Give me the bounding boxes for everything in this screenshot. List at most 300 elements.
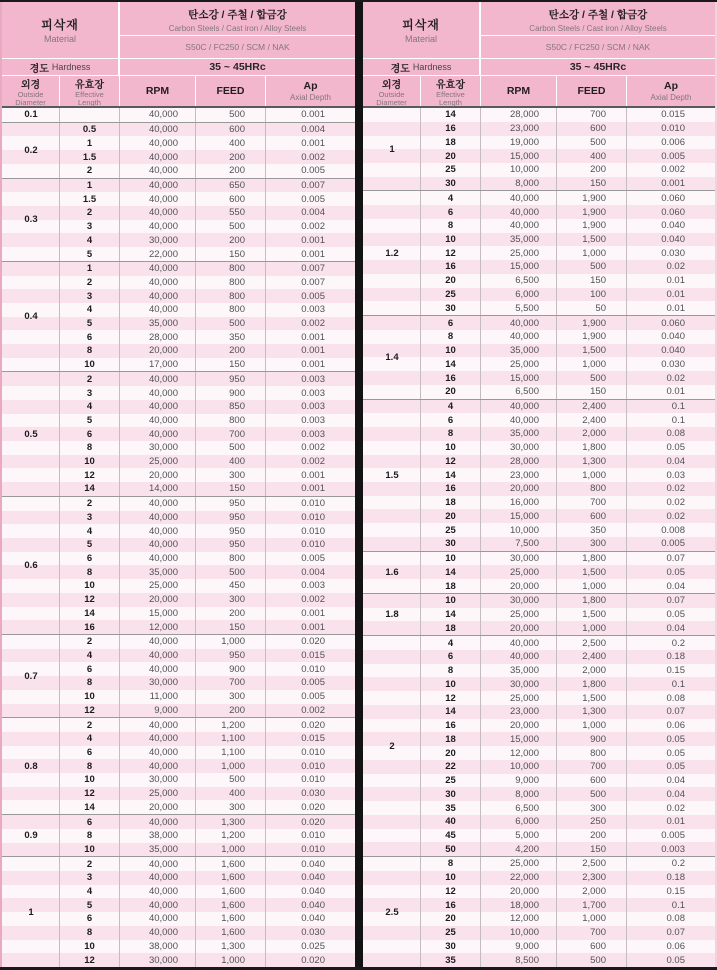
ap-cell: 0.04	[666, 788, 685, 800]
rpm-cell: 40,000	[120, 206, 196, 220]
rpm-cell: 35,000	[120, 317, 196, 331]
diameter-group	[2, 634, 355, 717]
ap-cell: 0.18	[666, 872, 685, 884]
ap-cell: 0.001	[661, 178, 685, 190]
outside-diameter-label: 1.8	[385, 609, 399, 621]
length-ko: 유효장	[436, 79, 465, 91]
feed-cell: 2,400	[557, 413, 627, 427]
ap-cell: 0.002	[301, 221, 325, 233]
ap-cell: 0.001	[301, 345, 325, 357]
ap-cell: 0.025	[301, 940, 325, 952]
rpm-cell: 10,000	[481, 163, 557, 177]
rpm-cell: 35,000	[481, 664, 557, 678]
outside-diameter-label: 1.5	[385, 469, 399, 481]
rpm-cell: 30,000	[481, 594, 557, 608]
feed-cell: 950	[196, 538, 266, 552]
feed-cell: 950	[196, 511, 266, 525]
ap-cell: 0.003	[301, 401, 325, 413]
effective-length-cell: 10	[421, 344, 481, 358]
rpm-cell: 20,000	[481, 885, 557, 899]
feed-cell: 2,500	[557, 636, 627, 650]
outside-diameter-label: 2.5	[385, 906, 399, 918]
diameter-group	[2, 856, 355, 967]
effective-length-cell: 1	[60, 262, 120, 276]
effective-length-cell: 5	[60, 317, 120, 331]
rpm-cell: 16,000	[481, 496, 557, 510]
rpm-cell: 12,000	[481, 746, 557, 760]
feed-cell: 2,300	[557, 871, 627, 885]
rpm-cell: 40,000	[481, 400, 557, 414]
material-header-row	[2, 2, 355, 58]
feed-cell: 2,400	[557, 400, 627, 414]
feed-cell: 1,200	[196, 718, 266, 732]
ap-cell: 0.01	[666, 816, 685, 828]
length-ko: 유효장	[75, 79, 104, 91]
effective-length-cell: 6	[60, 815, 120, 829]
feed-cell: 500	[557, 136, 627, 150]
rpm-cell: 6,500	[481, 274, 557, 288]
ap-cell: 0.1	[671, 400, 685, 412]
rpm-cell: 40,000	[120, 746, 196, 760]
outside-diameter-label: 2	[389, 740, 395, 752]
feed-cell: 550	[196, 206, 266, 220]
ap-cell: 0.02	[666, 497, 685, 509]
ap-cell: 0.05	[666, 733, 685, 745]
effective-length-cell: 2	[60, 857, 120, 871]
diameter-group	[2, 496, 355, 634]
effective-length-cell: 14	[60, 482, 120, 496]
rpm-cell: 40,000	[120, 386, 196, 400]
rpm-cell: 40,000	[120, 662, 196, 676]
feed-cell: 200	[196, 344, 266, 358]
outside-diameter-label: 0.5	[24, 428, 38, 440]
feed-cell: 200	[196, 150, 266, 164]
feed-cell: 400	[196, 136, 266, 150]
ap-cell: 0.030	[301, 927, 325, 939]
effective-length-cell: 6	[60, 330, 120, 344]
ap-cell: 0.010	[301, 774, 325, 786]
feed-cell: 800	[196, 414, 266, 428]
feed-cell: 800	[557, 482, 627, 496]
effective-length-cell: 2	[60, 206, 120, 220]
ap-cell: 0.003	[301, 373, 325, 385]
ap-cell: 0.040	[661, 234, 685, 246]
ap-cell: 0.07	[666, 706, 685, 718]
ap-cell: 0.020	[301, 816, 325, 828]
effective-length-cell: 12	[60, 953, 120, 967]
ap-cell: 0.04	[666, 622, 685, 634]
ap-cell: 0.01	[666, 288, 685, 300]
effective-length-cell: 4	[60, 732, 120, 746]
outside-diameter-label: 0.3	[24, 214, 38, 226]
diameter-group	[363, 190, 715, 315]
ap-cell: 0.020	[301, 954, 325, 966]
ap-cell: 0.005	[301, 165, 325, 177]
effective-length-cell: 8	[60, 759, 120, 773]
feed-cell: 1,900	[557, 205, 627, 219]
effective-length-cell: 2	[60, 372, 120, 386]
rpm-cell: 40,000	[120, 276, 196, 290]
feed-cell: 150	[196, 482, 266, 496]
feed-cell: 500	[196, 220, 266, 234]
effective-length-cell: 10	[421, 233, 481, 247]
feed-cell: 50	[557, 301, 627, 315]
effective-length-cell: 8	[421, 219, 481, 233]
ap-sublabel: Axial Depth	[290, 93, 331, 102]
rpm-cell: 30,000	[120, 676, 196, 690]
feed-cell: 350	[196, 330, 266, 344]
center-divider	[355, 2, 363, 967]
rpm-cell: 25,000	[481, 608, 557, 622]
rpm-cell: 30,000	[481, 441, 557, 455]
column-header-row	[363, 75, 715, 108]
rpm-cell: 28,000	[120, 330, 196, 344]
feed-cell: 200	[557, 163, 627, 177]
effective-length-cell: 16	[421, 122, 481, 136]
rpm-cell: 35,000	[481, 427, 557, 441]
rpm-cell: 20,000	[120, 593, 196, 607]
ap-cell: 0.004	[301, 207, 325, 219]
ap-cell: 0.015	[661, 109, 685, 121]
effective-length-cell: 6	[60, 662, 120, 676]
effective-length-cell: 10	[421, 594, 481, 608]
effective-length-cell: 6	[60, 746, 120, 760]
rpm-cell: 40,000	[481, 191, 557, 205]
effective-length-cell: 6	[60, 552, 120, 566]
ap-cell: 0.02	[666, 483, 685, 495]
effective-length-cell: 50	[421, 842, 481, 856]
ap-cell: 0.04	[666, 580, 685, 592]
steel-grades	[481, 36, 715, 58]
effective-length-cell: 16	[421, 371, 481, 385]
effective-length-cell: 4	[421, 636, 481, 650]
effective-length-cell: 18	[421, 579, 481, 593]
effective-length-cell: 4	[60, 303, 120, 317]
ap-cell: 0.002	[301, 594, 325, 606]
rpm-cell: 25,000	[481, 691, 557, 705]
ap-cell: 0.002	[301, 442, 325, 454]
hardness-label-en: Hardness	[51, 62, 91, 72]
diameter-group	[2, 261, 355, 372]
ap-cell: 0.015	[301, 650, 325, 662]
column-header-diameter	[363, 76, 421, 106]
rpm-cell: 12,000	[481, 912, 557, 926]
rpm-cell: 5,500	[481, 301, 557, 315]
feed-cell: 1,600	[196, 885, 266, 899]
effective-length-cell: 8	[60, 441, 120, 455]
rpm-cell: 25,000	[120, 455, 196, 469]
rpm-cell: 40,000	[120, 262, 196, 276]
effective-length-cell: 2	[60, 276, 120, 290]
feed-cell: 500	[196, 565, 266, 579]
effective-length-cell: 5	[60, 538, 120, 552]
feed-cell: 300	[196, 468, 266, 482]
length-en2: Length	[78, 97, 101, 107]
ap-cell: 0.008	[661, 524, 685, 536]
rpm-cell: 5,000	[481, 829, 557, 843]
feed-cell: 700	[557, 926, 627, 940]
ap-cell: 0.006	[661, 136, 685, 148]
rpm-cell: 6,000	[481, 288, 557, 302]
effective-length-cell: 12	[60, 468, 120, 482]
column-header-ap	[627, 76, 715, 106]
feed-cell: 150	[196, 620, 266, 634]
feed-cell: 650	[196, 179, 266, 193]
length-en2: Length	[439, 97, 462, 107]
feed-cell: 1,500	[557, 565, 627, 579]
effective-length-cell: 16	[60, 620, 120, 634]
feed-cell: 1,000	[557, 912, 627, 926]
steel-label-ko: 탄소강 / 주철 / 합금강	[188, 9, 287, 22]
right-table	[363, 2, 717, 967]
ap-cell: 0.001	[301, 137, 325, 149]
rpm-cell: 30,000	[120, 233, 196, 247]
rpm-cell: 40,000	[481, 330, 557, 344]
feed-cell: 200	[196, 233, 266, 247]
rpm-cell: 20,000	[481, 621, 557, 635]
hardness-label-cell	[2, 59, 120, 75]
effective-length-cell: 10	[421, 677, 481, 691]
rpm-cell: 30,000	[120, 441, 196, 455]
rpm-cell: 35,000	[481, 344, 557, 358]
diameter-en1: Outside	[378, 89, 405, 99]
effective-length-cell: 30	[421, 177, 481, 191]
ap-cell: 0.003	[301, 580, 325, 592]
rpm-cell: 25,000	[481, 246, 557, 260]
feed-cell: 1,000	[557, 719, 627, 733]
ap-cell: 0.02	[666, 261, 685, 273]
feed-cell: 1,100	[196, 746, 266, 760]
feed-cell: 100	[557, 288, 627, 302]
effective-length-cell: 5	[60, 898, 120, 912]
feed-cell: 1,000	[557, 357, 627, 371]
rpm-cell: 15,000	[481, 509, 557, 523]
diameter-group	[363, 856, 715, 967]
effective-length-cell: 6	[60, 427, 120, 441]
effective-length-cell: 14	[421, 108, 481, 122]
ap-cell: 0.05	[666, 761, 685, 773]
rpm-cell: 30,000	[120, 773, 196, 787]
rpm-cell: 15,000	[120, 607, 196, 621]
effective-length-cell: 4	[421, 191, 481, 205]
effective-length-cell: 18	[421, 732, 481, 746]
rpm-cell: 8,000	[481, 177, 557, 191]
ap-cell: 0.15	[666, 885, 685, 897]
ap-cell: 0.005	[301, 193, 325, 205]
diameter-ko: 외경	[20, 79, 41, 91]
effective-length-cell: 5	[60, 247, 120, 261]
feed-cell: 150	[557, 177, 627, 191]
feed-cell: 950	[196, 524, 266, 538]
rpm-cell: 25,000	[481, 857, 557, 871]
ap-cell: 0.005	[661, 538, 685, 550]
effective-length-cell: 10	[60, 940, 120, 954]
left-table	[0, 2, 355, 967]
ap-cell: 0.007	[301, 263, 325, 275]
feed-cell: 600	[196, 123, 266, 137]
effective-length-cell: 8	[60, 926, 120, 940]
hardness-row	[2, 58, 355, 75]
feed-cell: 600	[557, 774, 627, 788]
effective-length-cell: 12	[421, 885, 481, 899]
ap-cell: 0.04	[666, 775, 685, 787]
ap-cell: 0.001	[301, 248, 325, 260]
feed-cell: 250	[557, 815, 627, 829]
column-header-length	[421, 76, 481, 106]
rpm-cell: 23,000	[481, 705, 557, 719]
effective-length-cell: 25	[421, 163, 481, 177]
effective-length-cell: 16	[421, 482, 481, 496]
ap-cell: 0.002	[661, 164, 685, 176]
column-header-row	[2, 75, 355, 108]
effective-length-cell: 2	[60, 718, 120, 732]
rpm-cell: 40,000	[120, 732, 196, 746]
ap-cell: 0.08	[666, 913, 685, 925]
rpm-cell: 40,000	[120, 136, 196, 150]
diameter-group	[363, 635, 715, 856]
outside-diameter-label: 1.4	[385, 351, 399, 363]
ap-cell: 0.010	[661, 123, 685, 135]
rpm-cell: 17,000	[120, 358, 196, 372]
rpm-cell: 40,000	[481, 316, 557, 330]
rpm-cell: 28,000	[481, 455, 557, 469]
effective-length-cell: 3	[60, 511, 120, 525]
effective-length-cell: 5	[60, 414, 120, 428]
feed-cell: 2,400	[557, 650, 627, 664]
effective-length-cell: 6	[421, 650, 481, 664]
rpm-cell: 40,000	[120, 372, 196, 386]
ap-cell: 0.005	[301, 677, 325, 689]
effective-length-cell: 22	[421, 760, 481, 774]
ap-cell: 0.001	[301, 331, 325, 343]
steel-names	[120, 2, 355, 36]
ap-cell: 0.007	[301, 179, 325, 191]
effective-length-cell: 20	[421, 509, 481, 523]
rpm-cell: 40,000	[120, 220, 196, 234]
ap-cell: 0.005	[301, 290, 325, 302]
ap-cell: 0.001	[301, 234, 325, 246]
effective-length-cell: 12	[60, 704, 120, 718]
steel-grades-label: S50C / FC250 / SCM / NAK	[545, 42, 651, 53]
steel-grades	[120, 36, 355, 58]
feed-cell: 1,500	[557, 233, 627, 247]
effective-length-cell: 14	[60, 800, 120, 814]
feed-cell: 150	[557, 274, 627, 288]
feed-cell: 500	[196, 441, 266, 455]
material-label-en: Material	[404, 34, 437, 44]
column-header-diameter	[2, 76, 60, 106]
rpm-cell: 30,000	[481, 677, 557, 691]
rpm-cell: 20,000	[120, 344, 196, 358]
feed-cell: 500	[557, 260, 627, 274]
diameter-group	[363, 551, 715, 593]
ap-cell: 0.060	[661, 192, 685, 204]
ap-cell: 0.001	[301, 607, 325, 619]
rpm-cell: 38,000	[120, 829, 196, 843]
effective-length-cell: 12	[60, 593, 120, 607]
feed-cell: 300	[196, 690, 266, 704]
ap-cell: 0.05	[666, 954, 685, 966]
column-header-rpm	[120, 76, 196, 106]
rpm-cell: 40,000	[481, 219, 557, 233]
effective-length-cell: 35	[421, 801, 481, 815]
rpm-cell: 40,000	[481, 205, 557, 219]
effective-length-cell: 12	[421, 455, 481, 469]
effective-length-cell: 6	[421, 316, 481, 330]
feed-cell: 1,700	[557, 898, 627, 912]
effective-length-cell: 3	[60, 386, 120, 400]
steel-grades-label: S50C / FC250 / SCM / NAK	[185, 42, 290, 53]
effective-length-cell: 25	[421, 523, 481, 537]
ap-cell: 0.010	[301, 511, 325, 523]
ap-cell: 0.05	[666, 566, 685, 578]
effective-length-cell: 14	[421, 468, 481, 482]
feed-cell: 200	[196, 704, 266, 718]
effective-length-cell: 18	[421, 136, 481, 150]
effective-length-cell: 14	[421, 357, 481, 371]
feed-cell: 1,900	[557, 219, 627, 233]
rpm-cell: 40,000	[120, 511, 196, 525]
diameter-group	[363, 593, 715, 635]
ap-cell: 0.001	[301, 469, 325, 481]
feed-cell: 950	[196, 497, 266, 511]
ap-cell: 0.05	[666, 442, 685, 454]
feed-cell: 1,000	[557, 246, 627, 260]
hardness-label-ko: 경도	[29, 63, 49, 75]
feed-cell: 1,800	[557, 441, 627, 455]
rpm-cell: 40,000	[120, 857, 196, 871]
ap-cell: 0.005	[301, 691, 325, 703]
feed-cell: 400	[196, 455, 266, 469]
ap-cell: 0.08	[666, 692, 685, 704]
rpm-cell: 40,000	[120, 871, 196, 885]
ap-cell: 0.003	[301, 304, 325, 316]
ap-cell: 0.001	[301, 109, 325, 121]
feed-cell: 2,000	[557, 664, 627, 678]
rpm-cell: 40,000	[120, 524, 196, 538]
hardness-label-ko: 경도	[390, 63, 410, 75]
diameter-group	[363, 399, 715, 551]
effective-length-cell: 10	[60, 843, 120, 857]
effective-length-cell: 25	[421, 926, 481, 940]
feed-cell: 1,300	[196, 815, 266, 829]
feed-cell: 500	[196, 317, 266, 331]
ap-cell: 0.015	[301, 733, 325, 745]
effective-length-cell: 10	[60, 773, 120, 787]
rpm-cell: 40,000	[120, 718, 196, 732]
rpm-cell: 20,000	[481, 719, 557, 733]
column-header-length	[60, 76, 120, 106]
ap-cell: 0.007	[301, 276, 325, 288]
ap-cell: 0.010	[301, 498, 325, 510]
feed-cell: 200	[196, 607, 266, 621]
effective-length-cell: 4	[421, 400, 481, 414]
steel-names	[481, 2, 715, 36]
ap-label: Ap	[664, 80, 678, 92]
effective-length-cell: 20	[421, 385, 481, 399]
feed-cell: 200	[196, 164, 266, 178]
ap-cell: 0.08	[666, 428, 685, 440]
column-header-feed	[557, 76, 627, 106]
feed-cell: 1,800	[557, 552, 627, 566]
rpm-cell: 22,000	[481, 871, 557, 885]
feed-cell: 400	[557, 149, 627, 163]
rpm-cell: 40,000	[120, 635, 196, 649]
effective-length-cell: 14	[421, 705, 481, 719]
feed-cell: 1,000	[557, 468, 627, 482]
feed-cell: 600	[557, 122, 627, 136]
rpm-cell: 40,000	[120, 164, 196, 178]
